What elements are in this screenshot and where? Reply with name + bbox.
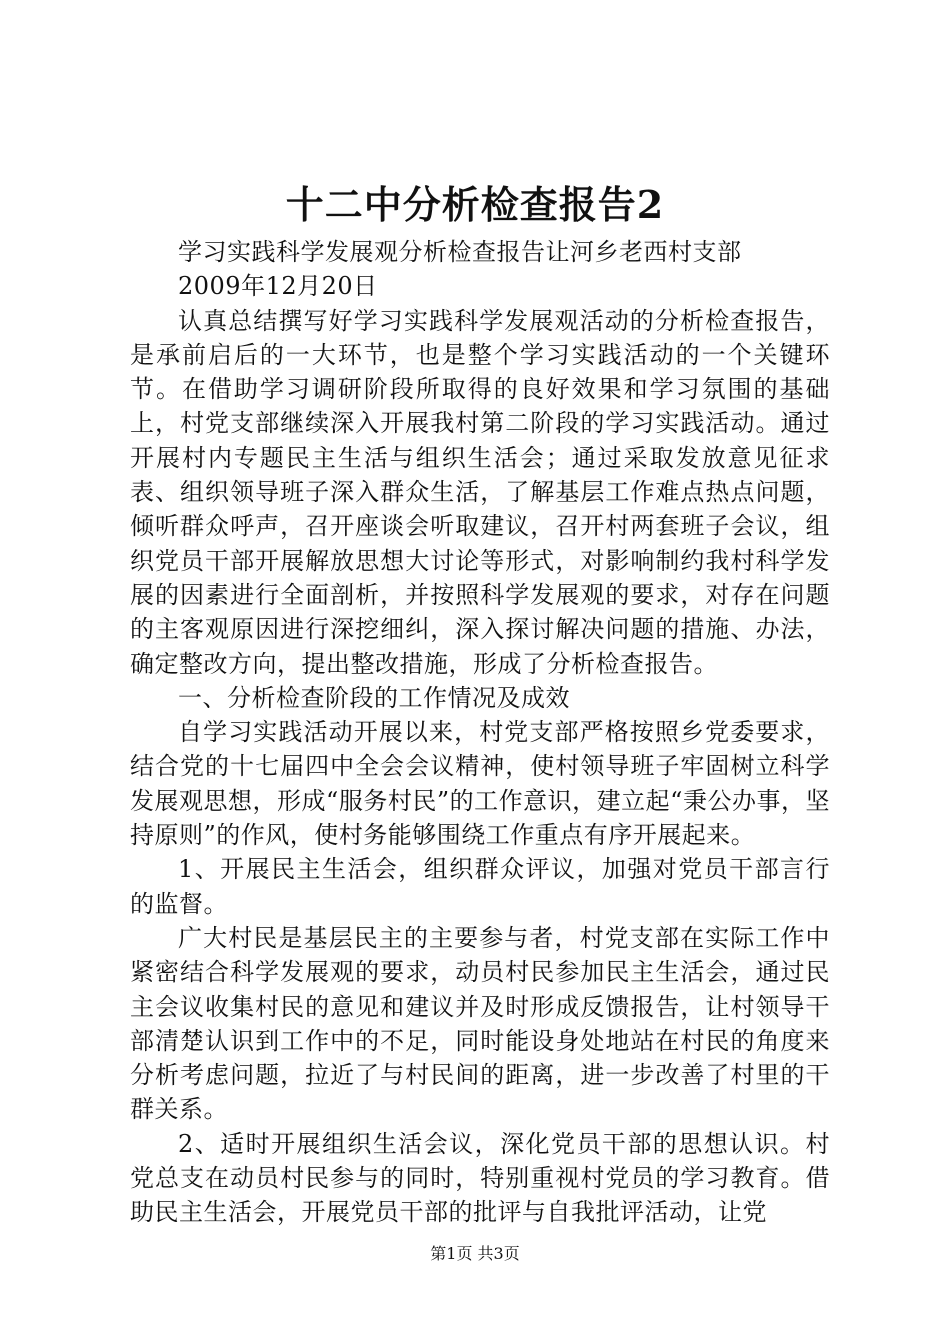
document-body xyxy=(130,235,830,1230)
subsection-heading: 1、开展民主生活会，组织群众评议，加强对党员干部言行的监督。 xyxy=(130,855,830,918)
paragraph: 自学习实践活动开展以来，村党支部严格按照乡党委要求，结合党的十七届四中全会会议精神，使村领导班子牢固树立科学发展观思想，形成“服务村民”的工作意识，建立起“秉公办事，坚持原则”的作风，使村务能够围绕工作重点有序开展起来。 xyxy=(130,718,830,850)
document-subtitle: 学习实践科学发展观分析检查报告让河乡老西村支部 xyxy=(178,238,742,266)
page-footer: 第1页 共3页 xyxy=(430,1244,520,1263)
section-heading: 一、分析检查阶段的工作情况及成效 xyxy=(178,683,570,712)
document-title: 十二中分析检查报告2 xyxy=(285,182,665,227)
paragraph: 2、适时开展组织生活会议，深化党员干部的思想认识。村党总支在动员村民参与的同时，特别重视村党员的学习教育。借助民主生活会，开展党员干部的批评与自我批评活动，让党 xyxy=(130,1129,830,1227)
paragraph: 认真总结撰写好学习实践科学发展观活动的分析检查报告，是承前启后的一大环节，也是整个学习实践活动的一个关键环节。在借助学习调研阶段所取得的良好效果和学习氛围的基础上，村党支部继续深入开展我村第二阶段的学习实践活动。通过开展村内专题民主生活与组织生活会；通过采取发放意见征求表、组织领导班子深入群众生活，了解基层工作难点热点问题，倾听群众呼声，召开座谈会听取建议，召开村两套班子会议，组织党员干部开展解放思想大讨论等形式，对影响制约我村科学发展的因素进行全面剖析，并按照科学发展观的要求，对存在问题的主客观原因进行深挖细纠，深入探讨解决问题的措施、办法，确定整改方向，提出整改措施，形成了分析检查报告。 xyxy=(130,306,830,678)
document-date: 2009年12月20日 xyxy=(178,272,378,301)
paragraph: 广大村民是基层民主的主要参与者，村党支部在实际工作中紧密结合科学发展观的要求，动员村民参加民主生活会，通过民主会议收集村民的意见和建议并及时形成反馈报告，让村领导干部清楚认识到工作中的不足，同时能设身处地站在村民的角度来分析考虑问题，拉近了与村民间的距离，进一步改善了村里的干群关系。 xyxy=(130,923,830,1124)
